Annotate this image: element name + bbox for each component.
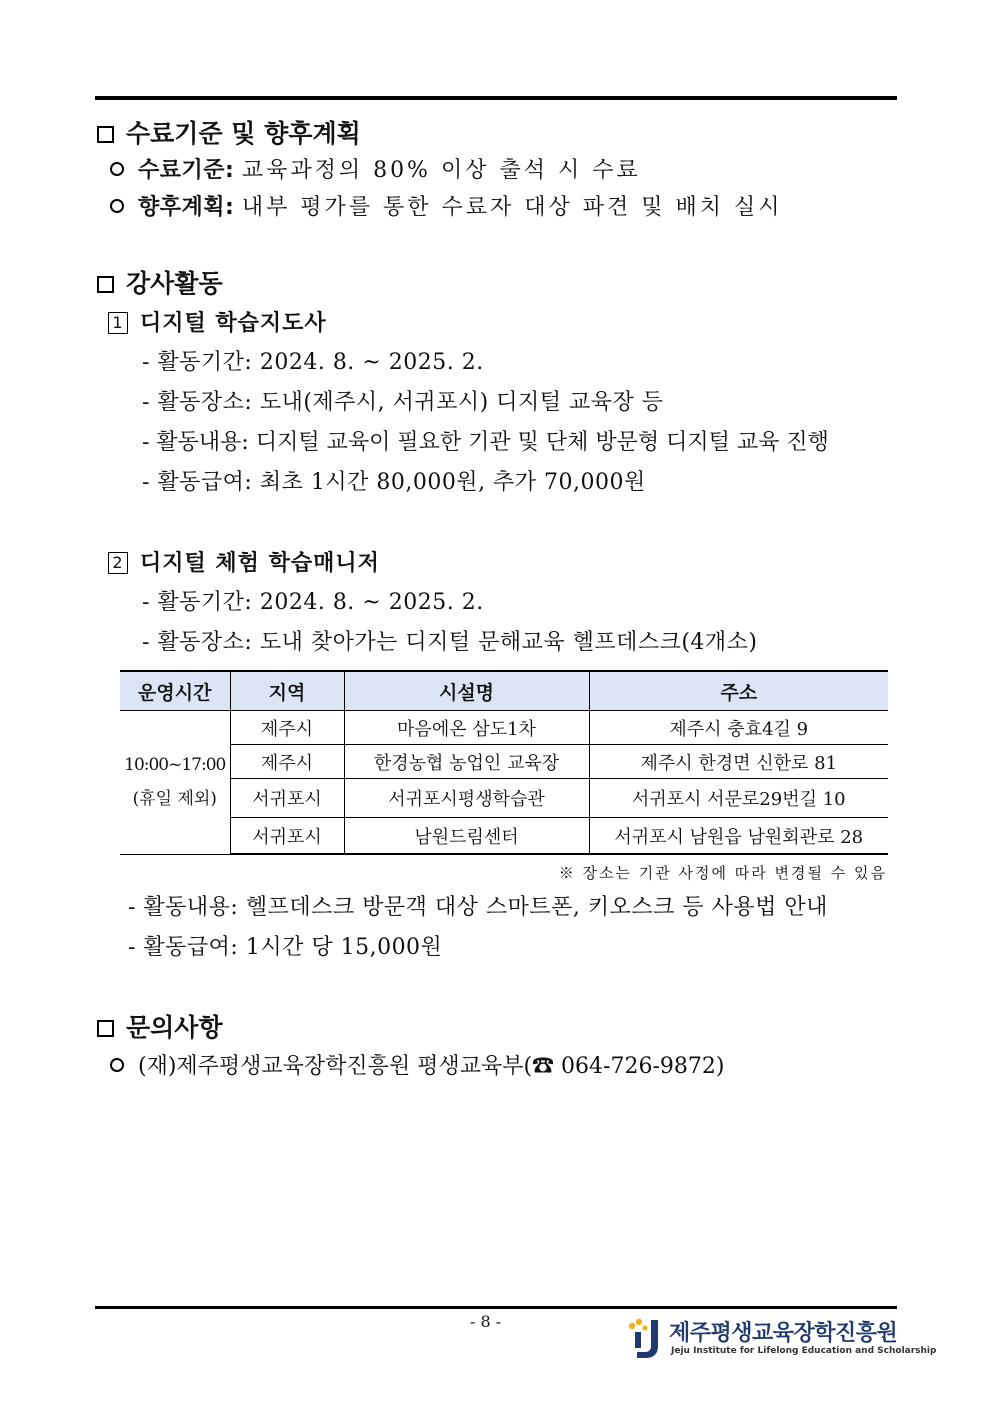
table-row <box>120 779 888 818</box>
helpdesk-table <box>120 670 888 855</box>
section-title-text: 수료기준 및 향후계획 <box>126 119 361 148</box>
activity-line: - 활동내용: 디지털 교육이 필요한 기관 및 단체 방문형 디지털 교육 진행 <box>142 430 829 455</box>
region-cell: 제주시 <box>230 745 344 779</box>
phone-icon: ☎ <box>532 1054 555 1079</box>
facility-cell: 서귀포시평생학습관 <box>344 779 589 818</box>
table-header-row <box>120 671 888 711</box>
address-cell: 서귀포시 남원읍 남원회관로 28 <box>589 818 888 855</box>
table-header: 운영시간 <box>120 671 230 711</box>
checkbox-square-icon <box>97 1020 114 1037</box>
address-cell: 서귀포시 서문로29번길 10 <box>589 779 888 818</box>
institute-logo <box>625 1316 937 1361</box>
region-cell: 서귀포시 <box>230 818 344 855</box>
section-title-text: 문의사항 <box>126 1013 223 1042</box>
item-text: 내부 평가를 통한 수료자 대상 파견 및 배치 실시 <box>241 195 783 220</box>
activity-line: - 활동장소: 도내 찾아가는 디지털 문해교육 헬프데스크(4개소) <box>142 630 758 655</box>
contact-phone: 064-726-9872) <box>554 1054 725 1079</box>
institute-emblem-icon <box>625 1316 665 1360</box>
item-label: 향후계획: <box>138 195 235 220</box>
top-rule <box>95 96 897 100</box>
circle-bullet-icon <box>110 199 124 213</box>
logo-name: 제주평생교육장학진흥원 <box>669 1321 898 1346</box>
table-row <box>120 818 888 855</box>
operating-hours-cell <box>120 711 230 855</box>
activity-line: - 활동장소: 도내(제주시, 서귀포시) 디지털 교육장 등 <box>142 390 664 415</box>
contact-org: (재)제주평생교육장학진흥원 평생교육부( <box>138 1054 533 1079</box>
checkbox-square-icon <box>97 276 114 293</box>
item-label: 수료기준: <box>138 158 235 183</box>
hours-note: (휴일 제외) <box>132 789 217 810</box>
activity-line: - 활동급여: 최초 1시간 80,000원, 추가 70,000원 <box>142 470 646 495</box>
section-title-instructor <box>97 264 223 300</box>
circle-bullet-icon <box>110 1058 124 1072</box>
section-title-completion <box>97 114 361 150</box>
section-title-inquiry <box>97 1008 223 1044</box>
table-header: 시설명 <box>344 671 589 711</box>
activity-line: - 활동급여: 1시간 당 15,000원 <box>128 935 443 960</box>
subsection-title-1 <box>108 306 327 337</box>
logo-subtitle: Jeju Institute for Lifelong Education and Scholarship <box>671 1346 937 1356</box>
hours-text: 10:00~17:00 <box>124 755 226 776</box>
subsection-title-2 <box>108 546 380 577</box>
activity-line: - 활동내용: 헬프데스크 방문객 대상 스마트폰, 키오스크 등 사용법 안내 <box>128 895 828 920</box>
facility-cell: 남원드림센터 <box>344 818 589 855</box>
address-cell: 제주시 한경면 신한로 81 <box>589 745 888 779</box>
facility-cell: 마음에온 삼도1차 <box>344 711 589 745</box>
completion-criteria-item <box>110 153 641 184</box>
bottom-rule <box>95 1306 897 1309</box>
contact-line <box>110 1049 724 1080</box>
table-header: 지역 <box>230 671 344 711</box>
activity-line: - 활동기간: 2024. 8. ~ 2025. 2. <box>142 350 484 375</box>
checkbox-square-icon <box>97 126 114 143</box>
page-number: - 8 - <box>470 1312 502 1331</box>
address-cell: 제주시 충효4길 9 <box>589 711 888 745</box>
subsection-title-text: 디지털 체험 학습매니저 <box>140 550 380 576</box>
region-cell: 제주시 <box>230 711 344 745</box>
number-box: 2 <box>108 552 128 574</box>
section-title-text: 강사활동 <box>126 269 223 298</box>
subsection-title-text: 디지털 학습지도사 <box>140 310 327 336</box>
table-row <box>120 711 888 745</box>
region-cell: 서귀포시 <box>230 779 344 818</box>
number-box: 1 <box>108 312 128 334</box>
circle-bullet-icon <box>110 162 124 176</box>
table-header: 주소 <box>589 671 888 711</box>
item-text: 교육과정의 80% 이상 출석 시 수료 <box>241 158 641 183</box>
future-plan-item <box>110 190 783 221</box>
activity-line: - 활동기간: 2024. 8. ~ 2025. 2. <box>142 590 484 615</box>
table-row <box>120 745 888 779</box>
facility-cell: 한경농협 농업인 교육장 <box>344 745 589 779</box>
table-note: ※ 장소는 기관 사정에 따라 변경될 수 있음 <box>558 864 887 882</box>
